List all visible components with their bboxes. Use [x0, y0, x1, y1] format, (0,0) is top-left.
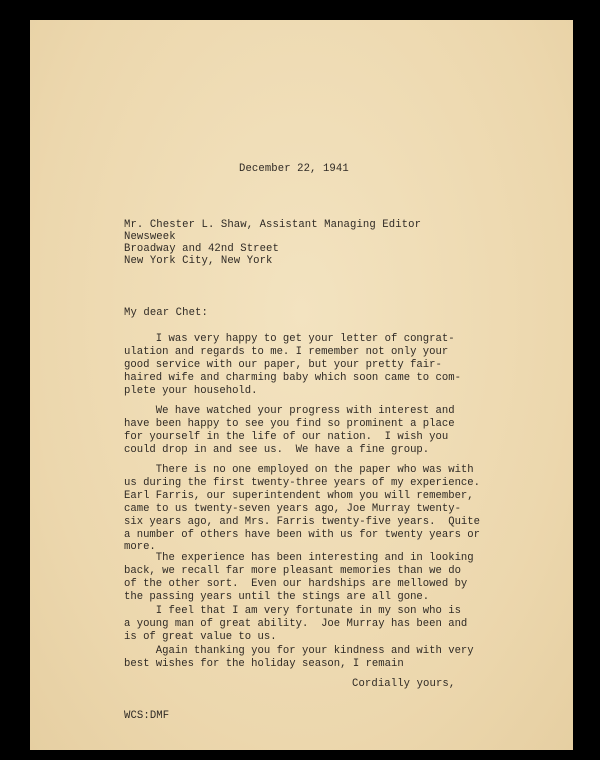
paragraph	[124, 552, 474, 604]
paragraph	[124, 333, 461, 398]
paragraph-line: have been happy to see you find so prominent a place	[124, 417, 455, 430]
letter-page	[30, 20, 573, 750]
paragraph-line: haired wife and charming baby which soon came to com-	[124, 371, 461, 384]
address-line: New York City, New York	[124, 255, 273, 267]
paragraph	[124, 464, 480, 554]
letter-date: December 22, 1941	[239, 163, 349, 175]
paragraph-line: plete your household.	[124, 384, 258, 397]
address-line: Broadway and 42nd Street	[124, 243, 279, 255]
paragraph-line: us during the first twenty-three years of my experience.	[124, 476, 481, 489]
paragraph-line: good service with our paper, but your pretty fair-	[124, 358, 442, 371]
paragraph-line: I feel that I am very fortunate in my son who is	[124, 605, 461, 617]
paragraph-line: for yourself in the life of our nation. I wish you	[124, 430, 449, 443]
paragraph-line: back, we recall far more pleasant memories than we do	[124, 564, 461, 577]
paragraph-line: best wishes for the holiday season, I remain	[124, 657, 404, 670]
paragraph-line: of the other sort. Even our hardships are mellowed by	[124, 577, 468, 590]
paragraph-line: could drop in and see us. We have a fine group.	[124, 443, 430, 456]
paragraph-line: I was very happy to get your letter of congrat-	[124, 333, 455, 345]
closing: Cordially yours,	[352, 678, 456, 690]
typist-initials: WCS:DMF	[124, 710, 170, 722]
paragraph-line: Again thanking you for your kindness and with very	[124, 645, 474, 657]
paragraph-line: We have watched your progress with interest and	[124, 405, 455, 417]
paragraph-line: is of great value to us.	[124, 630, 277, 643]
paragraph	[124, 405, 455, 457]
paragraph-line: came to us twenty-seven years ago, Joe Murray twenty-	[124, 502, 461, 515]
paragraph	[124, 605, 467, 644]
paragraph-line: Earl Farris, our superintendent whom you will remember,	[124, 489, 474, 502]
paragraph-line: ulation and regards to me. I remember not only your	[124, 345, 449, 358]
paragraph-line: There is no one employed on the paper who was with	[124, 464, 474, 476]
paragraph-line: a number of others have been with us for twenty years or	[124, 528, 481, 541]
paragraph-line: a young man of great ability. Joe Murray has been and	[124, 617, 468, 630]
address-line: Mr. Chester L. Shaw, Assistant Managing Editor	[124, 219, 422, 231]
paragraph-line: The experience has been interesting and in looking	[124, 552, 474, 564]
address-line: Newsweek	[124, 231, 176, 243]
paragraph-line: six years ago, and Mrs. Farris twenty-five years. Quite	[124, 515, 481, 528]
paragraph	[124, 645, 474, 671]
salutation: My dear Chet:	[124, 307, 208, 319]
paragraph-line: the passing years until the stings are all gone.	[124, 590, 430, 603]
paragraph-line: more.	[124, 541, 156, 554]
